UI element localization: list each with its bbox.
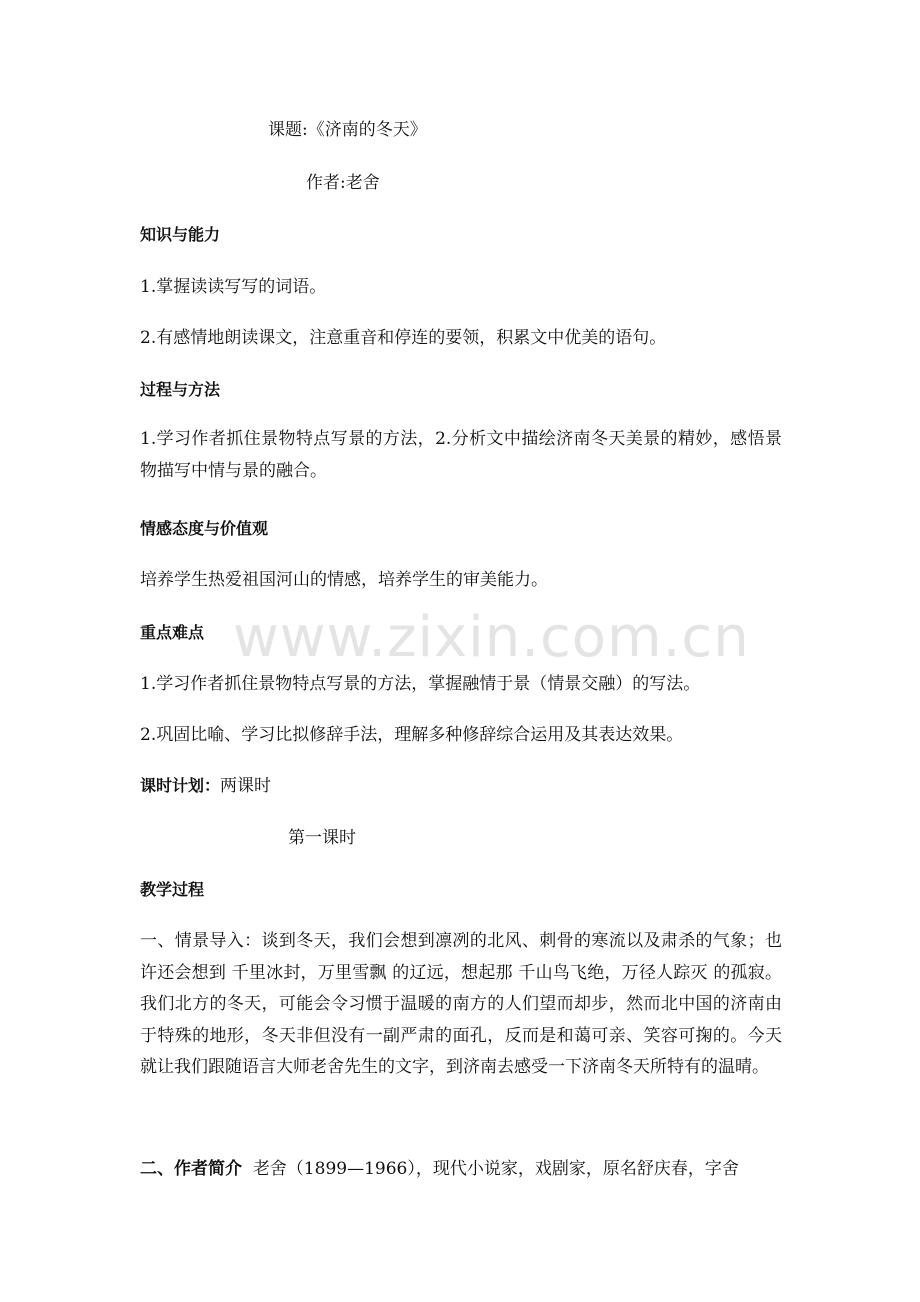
lesson-title: 课题:《济南的冬天》 bbox=[268, 120, 427, 140]
knowledge-heading: 知识与能力 bbox=[140, 225, 221, 244]
keypoints-heading: 重点难点 bbox=[140, 623, 205, 642]
schedule-value: 两课时 bbox=[220, 776, 272, 796]
author-intro-text: 老舍（1899—1966），现代小说家，戏剧家，原名舒庆春，字舍 bbox=[252, 1159, 739, 1179]
lesson-subtitle: 第一课时 bbox=[288, 828, 356, 848]
intro-text: 谈到冬天，我们会想到凛冽的北风、刺骨的寒流以及肃杀的气象；也许还会想到 千里冰封，万里雪飘 的辽远，想起那 千山鸟飞绝，万径人踪灭 的孤寂。我们北方的冬天，可能会令习惯于温暖的南方的人们望而却步，然而北中国的济南由于特殊的地形，冬天非但没有一副严肃的面孔，反而是和蔼可亲、笑容可掬的。今天就让我们跟随语言大师老舍先生的文字，到济南去感受一下济南冬天所特有的温晴。 bbox=[140, 931, 783, 1077]
knowledge-item: 2.有感情地朗读课文，注意重音和停连的要领，积累文中优美的语句。 bbox=[140, 328, 667, 348]
keypoints-item: 1.学习作者抓住景物特点写景的方法，掌握融情于景（情景交融）的写法。 bbox=[140, 674, 701, 694]
author-line: 作者:老舍 bbox=[306, 173, 380, 193]
author-intro-label: 二、作者简介 bbox=[140, 1159, 242, 1179]
process-text: 1.学习作者抓住景物特点写景的方法，2.分析文中描绘济南冬天美景的精妙，感悟景物描写中情与景的融合。 bbox=[140, 429, 782, 481]
knowledge-item: 1.掌握读读写写的词语。 bbox=[140, 277, 327, 297]
emotion-heading: 情感态度与价值观 bbox=[140, 519, 269, 538]
schedule-label: 课时计划： bbox=[140, 776, 221, 795]
schedule-line bbox=[140, 773, 271, 799]
process-heading: 过程与方法 bbox=[140, 380, 221, 399]
watermark: www.zixin.com.cn bbox=[233, 605, 750, 670]
keypoints-item: 2.巩固比喻、学习比拟修辞手法，理解多种修辞综合运用及其表达效果。 bbox=[140, 725, 684, 745]
intro-paragraph bbox=[140, 926, 782, 1084]
teaching-heading: 教学过程 bbox=[140, 880, 205, 899]
intro-label: 一、情景导入： bbox=[140, 931, 262, 951]
author-intro-paragraph bbox=[140, 1154, 782, 1186]
emotion-text: 培养学生热爱祖国河山的情感，培养学生的审美能力。 bbox=[140, 570, 548, 590]
